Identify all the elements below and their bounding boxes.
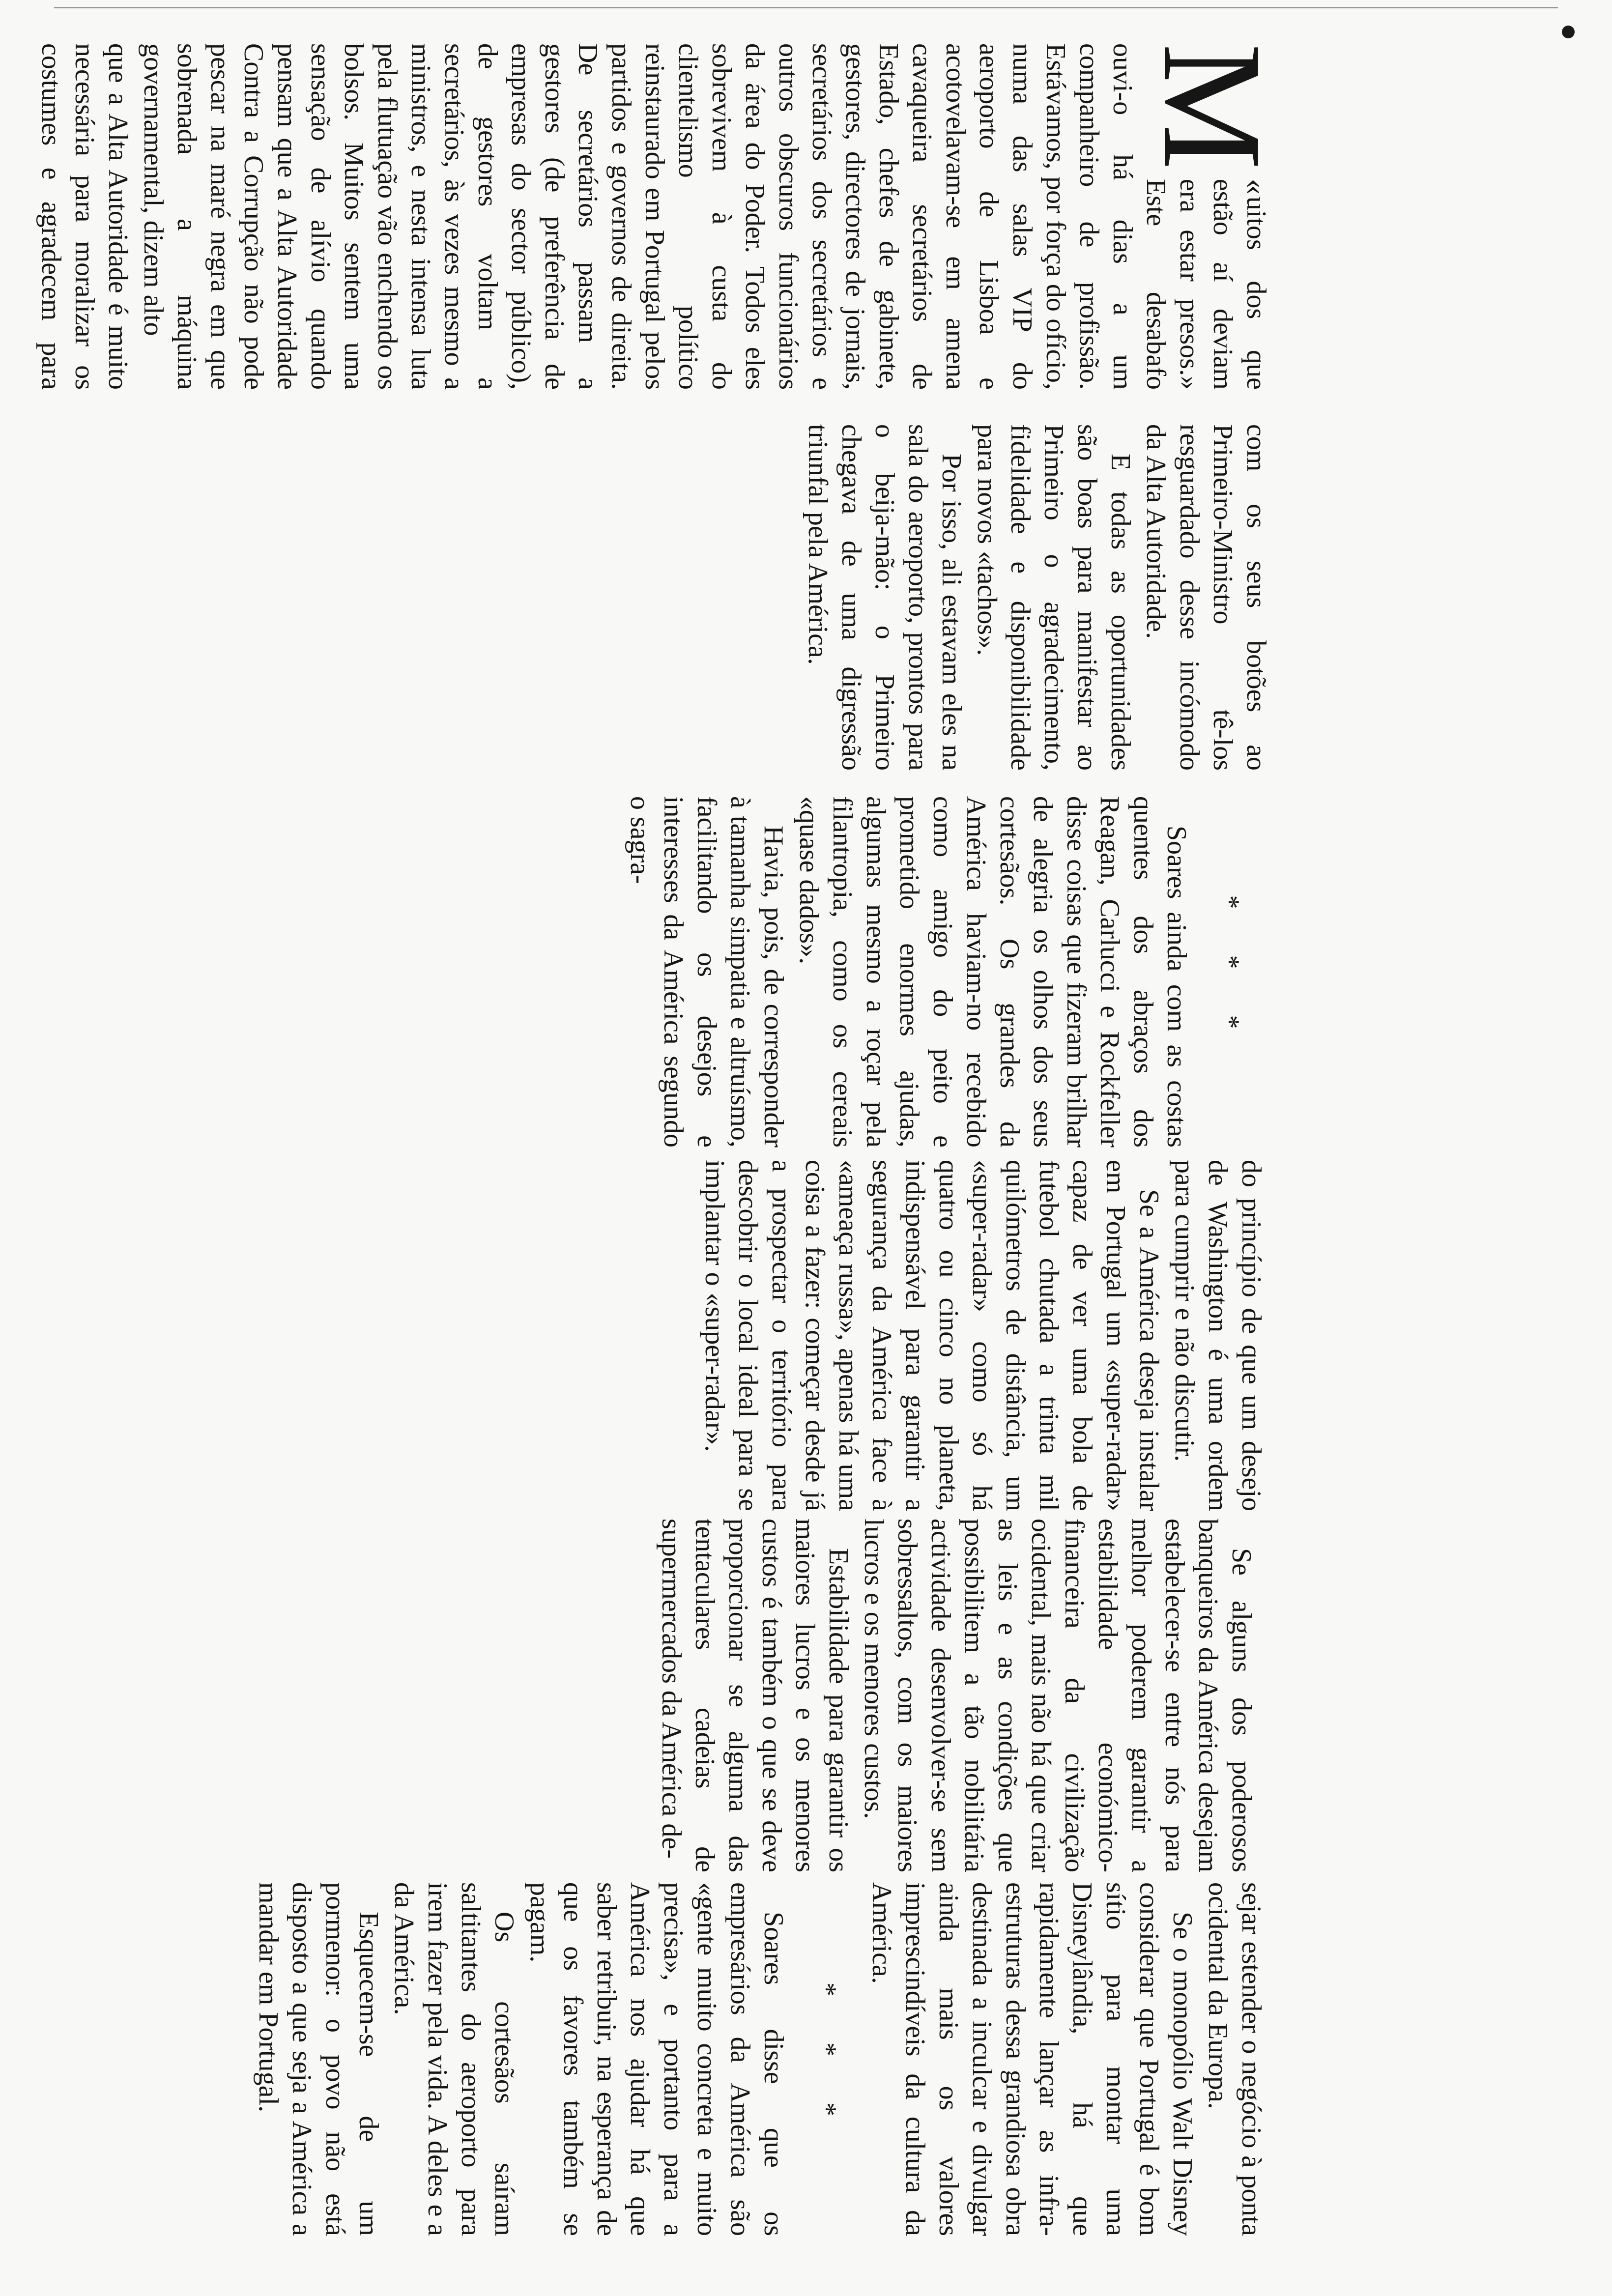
section-separator: * * * bbox=[1214, 895, 1245, 1049]
paragraph: Soares disse que os empresários da América são «gente muito concreta e muito precisa», e portanto para a América nos ajudar há que saber retribuir, na esperança de que os favores também se pagam. bbox=[524, 1882, 789, 2236]
paragraph: Esquecem-se de um pormenor: o povo não está disposto a que seja a América a mandar em Portugal. bbox=[253, 1882, 384, 2236]
paragraph: E todas as oportunidades são boas para manifestar ao Primeiro o agradecimento, fidelidade e disponibilidade para novos «tachos». bbox=[972, 424, 1136, 771]
drop-cap: M bbox=[1134, 43, 1292, 170]
opening-quote: « bbox=[1239, 178, 1274, 195]
article-column-2 bbox=[623, 796, 1268, 1148]
article-column-1 bbox=[15, 43, 1292, 771]
paragraph: Os cortesãos saíram saltitantes do aeroporto para irem fazer pela vida. A deles e a da América. bbox=[389, 1882, 519, 2236]
paragraph: Por isso, ali estavam eles na sala do aeroporto, prontos para o beija-mão: o Primeiro chegava de uma digressão triunfal pela América. bbox=[803, 424, 967, 771]
section-separator: * * * bbox=[811, 1982, 842, 2136]
article-column-3 bbox=[698, 1160, 1268, 1511]
paragraph: que a Alta Autoridade é muito necessária para moralizar os costumes e agradecem para com os seus botões ao Primeiro-Ministro tê-los resguardado desse incómodo da Alta Autoridade. bbox=[36, 43, 1271, 771]
paragraph: do princípio de que um desejo de Washington é uma ordem para cumprir e não discutir. bbox=[1169, 1160, 1267, 1511]
paragraph: uitos dos que estão aí deviam era estar presos.» Este desabafo ouvi-o há dias a um companheiro de profissão. Estávamos, por força do ofício, numa das salas VIP do aeroporto de Lisboa e acotovelavam-se em amena cavaqueira secretários de Estado, chefes de gabinete, gestores, directores de jornais, secretários dos secretários e outros obscuros funcionários da área do Poder. Todos eles sobrevivem à custa do clientelismo político reinstaurado em Portugal pelos partidos e governos de direita. De secretários passam a gestores (de preferência de empresas do sector público), de gestores voltam a secretários, às vezes mesmo a ministros, e nesta intensa luta pela flutuação vão enchendo os bolsos. Muitos sentem uma sensação de alívio quando pensam que a Alta Autoridade Contra a Corrupção não pode pescar na maré negra em que sobrenada a máquina governamental, dizem alto bbox=[138, 43, 1271, 390]
paragraph: Se o monopólio Walt Disney considerar que Portugal é bom sítio para montar uma Disneylândia, há que rapidamente lançar as infra-estruturas dessa grandiosa obra destinada a inculcar e divulgar ainda mais os valores imprescindíveis da cultura da América. bbox=[866, 1882, 1198, 2236]
article-column-4 bbox=[655, 1519, 1258, 1872]
paragraph: Soares ainda com as costas quentes dos abraços dos Reagan, Carlucci e Rockfeller disse coisas que fizeram brilhar de alegria os olhos dos seus cortesãos. Os grandes da América haviam-no recebido como amigo do peito e prometido enormes ajudas, algumas mesmo a roçar pela filantropia, como os cereais «quase dados». bbox=[794, 796, 1192, 1148]
paragraph: Havia, pois, de corresponder à tamanha simpatia e altruísmo, facilitando os desejos e interesses da América segundo o sagra- bbox=[625, 796, 789, 1148]
paragraph: Estabilidade para garantir os maiores lucros e os menores custos é também o que se deve proporcionar se alguma das tentaculares cadeias de supermercados da América de- bbox=[656, 1519, 854, 1872]
paragraph: Se alguns dos poderosos banqueiros da América desejam estabelecer-se entre nós para melhor poderem garantir a estabilidade económico-financeira da civilização ocidental, mais não há que criar as leis e as condições que possibilitem a tão nobilitária actividade desenvolver-se sem sobressaltos, com os maiores lucros e os menores custos. bbox=[859, 1519, 1257, 1872]
article-column-5 bbox=[252, 1882, 1268, 2236]
paragraph: sejar estender o negócio à ponta ocidental da Europa. bbox=[1203, 1882, 1267, 2236]
paragraph: Se a América deseja instalar em Portugal um «super-radar» capaz de ver uma bola de futebol chutada a trinta mil quilómetros de distância, um «super-radar» como só há quatro ou cinco no planeta, indispensável para garantir a segurança da América face à «ameaça russa», apenas há uma coisa a fazer: começar desde já a prospectar o território para descobrir o local ideal para se implantar o «super-radar». bbox=[699, 1160, 1164, 1511]
